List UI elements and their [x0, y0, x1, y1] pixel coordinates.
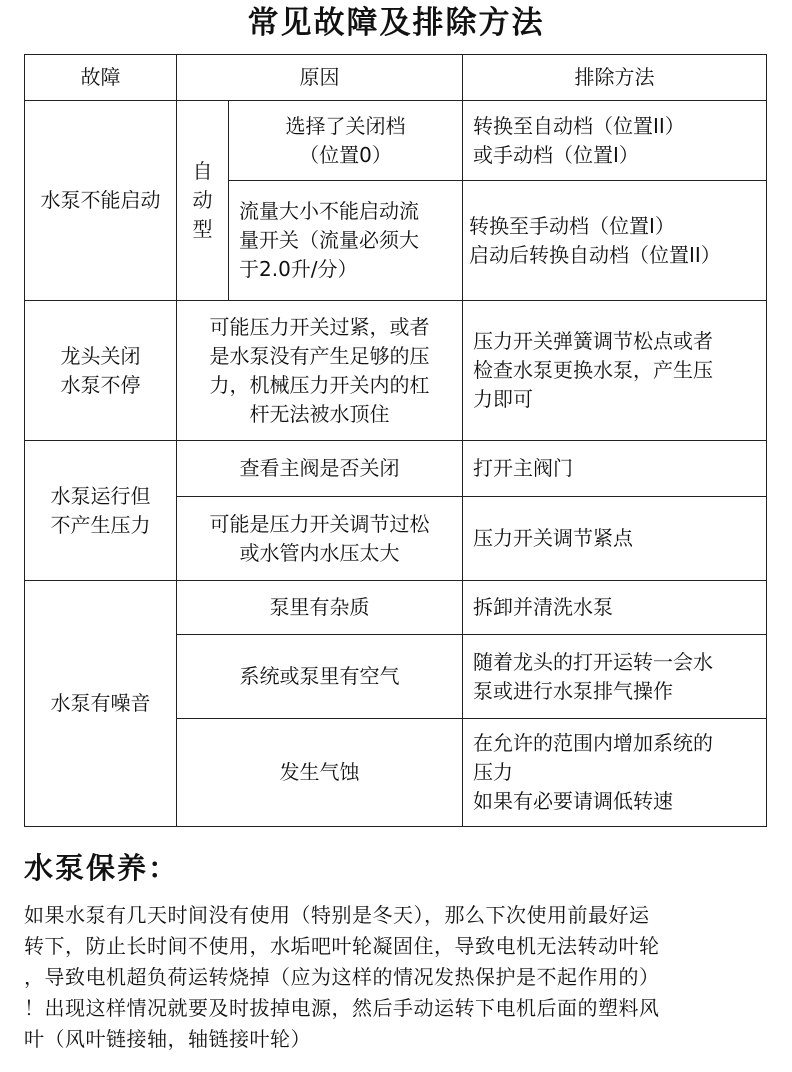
header-fix: 排除方法 — [463, 55, 767, 101]
table-row — [25, 441, 767, 497]
maintenance-paragraph — [24, 900, 768, 1055]
page-title: 常见故障及排除方法 — [247, 5, 545, 41]
fix-cell: 转换至手动档（位置I） 启动后转换自动档（位置II） — [463, 181, 767, 301]
maintenance-title: 水泵保养： — [24, 851, 180, 885]
cause-cell: 可能压力开关过紧，或者 是水泵没有产生足够的压 力，机械压力开关内的杠 杆无法被水顶住 — [177, 301, 463, 441]
table-row — [25, 101, 767, 181]
cause-cell: 选择了关闭档 （位置0） — [229, 101, 463, 181]
fault-cell: 水泵不能启动 — [25, 101, 177, 301]
cause-cell: 流量大小不能启动流 量开关（流量必须大 于2.0升/分） — [229, 181, 463, 301]
fault-cell: 水泵有噪音 — [25, 581, 177, 827]
paragraph-line: 如果水泵有几天时间没有使用（特别是冬天），那么下次使用前最好运 — [24, 903, 650, 927]
fix-cell: 打开主阀门 — [463, 441, 767, 497]
fix-cell: 拆卸并清洗水泵 — [463, 581, 767, 635]
fix-cell: 转换至自动档（位置II） 或手动档（位置I） — [463, 101, 767, 181]
paragraph-line: ，导致电机超负荷运转烧掉（应为这样的情况发热保护是不起作用的） — [24, 965, 660, 989]
fix-cell: 压力开关弹簧调节松点或者 检查水泵更换水泵，产生压 力即可 — [463, 301, 767, 441]
header-cause: 原因 — [177, 55, 463, 101]
cause-cell: 查看主阀是否关闭 — [177, 441, 463, 497]
table-row — [25, 581, 767, 635]
fix-cell: 随着龙头的打开运转一会水 泵或进行水泵排气操作 — [463, 635, 767, 719]
cause-cell: 泵里有杂质 — [177, 581, 463, 635]
fix-cell: 压力开关调节紧点 — [463, 497, 767, 581]
header-fault: 故障 — [25, 55, 177, 101]
fault-table — [24, 54, 767, 827]
cause-cell: 系统或泵里有空气 — [177, 635, 463, 719]
paragraph-line: 转下，防止长时间不使用，水垢吧叶轮凝固住，导致电机无法转动叶轮 — [24, 934, 660, 958]
cause-cell: 发生气蚀 — [177, 719, 463, 827]
cause-cell: 可能是压力开关调节过松 或水管内水压太大 — [177, 497, 463, 581]
fault-cell: 龙头关闭 水泵不停 — [25, 301, 177, 441]
fault-cell: 水泵运行但 不产生压力 — [25, 441, 177, 581]
fix-cell: 在允许的范围内增加系统的 压力 如果有必要请调低转速 — [463, 719, 767, 827]
table-row — [25, 301, 767, 441]
paragraph-line: ！出现这样情况就要及时拔掉电源，然后手动运转下电机后面的塑料风 — [24, 996, 660, 1020]
paragraph-line: 叶（风叶链接轴，轴链接叶轮） — [24, 1027, 311, 1051]
sub-label-auto-type: 自 动 型 — [177, 101, 229, 301]
table-header-row — [25, 55, 767, 101]
